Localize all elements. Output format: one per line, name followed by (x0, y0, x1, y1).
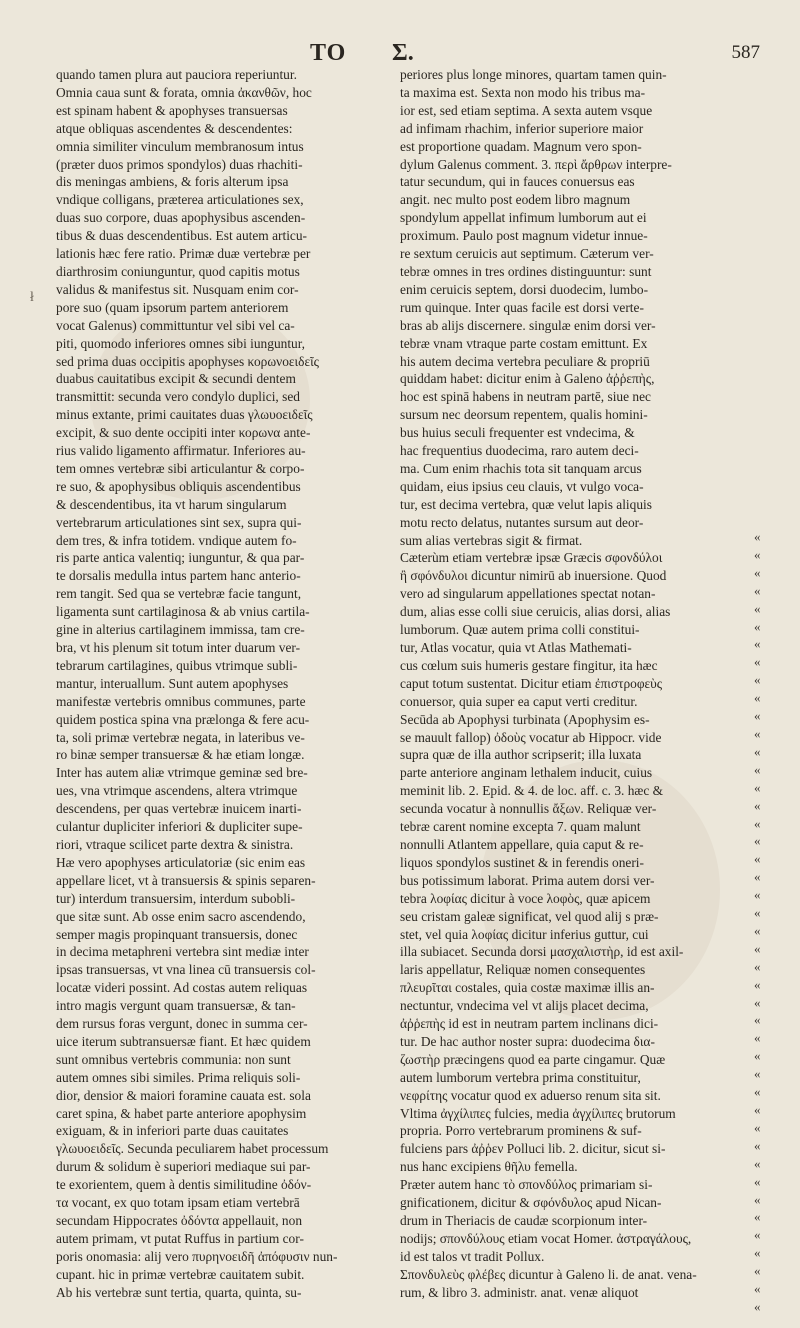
text-line: sursum nec deorsum repentem, qualis homini- (400, 407, 648, 423)
text-line: γλωυοειδεῖς. Secunda peculiarem habet processum (56, 1141, 329, 1157)
text-line: fulciens pars ἀῤῥεν Polluci lib. 2. dicitur, sicut si- (400, 1141, 666, 1157)
text-line: duas suo corpore, duas apophysibus ascenden- (56, 210, 306, 226)
text-line: gnificationem, dicitur & σφόνδυλος apud Nican- (400, 1195, 662, 1211)
quote-mark: « (754, 564, 761, 580)
text-line: omnia similiter vinculum membranosum intus (56, 138, 304, 154)
text-line: nus hanc excipiens θῆλυ femella. (400, 1159, 578, 1175)
text-line: locatæ videri possint. Ad costas autem reliquas (56, 980, 308, 996)
text-line: ad infimam rhachim, inferior superiore maior (400, 120, 644, 136)
text-line: quidam, eius ipsius ceu clauis, vt vulgo voca- (400, 478, 644, 494)
text-line: laris appellatur, Reliquæ nomen consequentes (400, 962, 646, 978)
text-line: bras ab alijs discernere. singulæ enim dorsi ver- (400, 317, 656, 333)
text-line: nodijs; σπονδύλους etiam vocat Homer. ἀστραγάλους, (400, 1230, 692, 1246)
quote-mark: « (754, 1245, 761, 1261)
quote-mark: « (754, 869, 761, 885)
text-line: descendens, per quas vertebræ inuicem inarti- (56, 801, 302, 817)
text-line: Ab his vertebræ sunt tertia, quarta, quinta, su- (56, 1284, 302, 1300)
text-line: autem omnes sibi similes. Prima reliquis soli- (56, 1069, 301, 1085)
text-line: ἢ σφόνδυλοι dicuntur nimirū ab inuersione. Quod (400, 568, 667, 584)
text-line: hoc est spinā habens in neutram partē, siue nec (400, 389, 651, 405)
text-line: hac frequentius duodecima, raro autem deci- (400, 443, 639, 459)
text-line: tebræ carent nomine excepta 7. quam malunt (400, 819, 641, 835)
quote-mark: « (754, 851, 761, 867)
text-line: secunda vocatur à nonnullis ἄξων. Reliquæ ver- (400, 801, 657, 817)
quote-mark: « (754, 600, 761, 616)
quote-mark: « (754, 725, 761, 741)
text-line: est spinam habent & apophyses transuersas (56, 102, 288, 118)
text-line: Cæterùm etiam vertebræ ipsæ Græcis σφονδύλοι (400, 550, 663, 566)
quote-mark: « (754, 1191, 761, 1207)
text-line: culantur dupliciter inferiori & dupliciter supe- (56, 819, 303, 835)
text-line: cus cœlum suis humeris gestare fingitur, ita hæc (400, 657, 658, 673)
text-line: tur. De hac author noster supra: duodecima δια- (400, 1033, 655, 1049)
page-number: 587 (731, 42, 760, 63)
text-line: stet, vel quia λοφίας dicitur inferius guttur, cui (400, 926, 649, 942)
quote-mark: « (754, 618, 761, 634)
text-line: spondylum appellat infimum lumborum aut ei (400, 210, 647, 226)
text-line: πλευρῖται costales, quia costæ maximæ illis an- (400, 980, 655, 996)
quote-mark: « (754, 743, 761, 759)
text-line: ma. Cum enim rhachis tota sit tanquam arcus (400, 460, 642, 476)
quote-mark: « (754, 1263, 761, 1279)
text-line: vndique colligans, præterea articulationes sex, (56, 192, 304, 208)
text-line: periores plus longe minores, quartam tamen quin- (400, 67, 667, 82)
text-line: sum alias vertebras sigit & firmat. (400, 532, 583, 548)
text-line: sed prima duas occipitis apophyses κορωνοειδεῖς (56, 353, 319, 369)
quote-mark: « (754, 1155, 761, 1171)
quote-mark: « (754, 582, 761, 598)
quote-mark: « (754, 797, 761, 813)
text-line: durum & solidum è superiori mediaque sui par- (56, 1159, 311, 1175)
quote-mark: « (754, 833, 761, 849)
left-text-column (56, 66, 391, 1306)
text-line: dis meningas ambiens, & foris alterum ipsa (56, 174, 289, 190)
text-line: quando tamen plura aut pauciora reperiuntur. (56, 67, 297, 82)
text-line: nonnulli Atlantem appellare, quia caput & re- (400, 836, 644, 852)
text-line: his autem decima vertebra peculiare & propriū (400, 353, 650, 369)
text-line: autem primam, vt putat Ruffus in partium cor- (56, 1230, 304, 1246)
quote-mark: « (754, 1227, 761, 1243)
quote-mark: « (754, 905, 761, 921)
text-line: tem omnes vertebræ sibi articulantur & corpo- (56, 460, 305, 476)
text-line: vocat Galenus) committuntur vel sibi vel ca- (56, 317, 295, 333)
text-line: id est talos vt tradit Pollux. (400, 1248, 545, 1264)
text-line: appellare licet, vt à transuersis & spinis separen- (56, 872, 316, 888)
text-line: dem tres, & infra totidem. vndique autem fo- (56, 532, 297, 548)
text-line: vertebrarum articulationes sint sex, supra qui- (56, 514, 302, 530)
text-line: te exorientem, quem à dentis similitudine ὀδόν- (56, 1177, 312, 1193)
running-head-left: TO (310, 40, 347, 66)
text-line: meminit lib. 2. Epid. & 4. de loc. aff. c. 3. hæc & (400, 783, 664, 799)
quote-mark: « (754, 636, 761, 652)
text-line: pore suo (quam ipsorum partem anteriorem (56, 299, 289, 315)
quote-mark: « (754, 654, 761, 670)
text-line: Secūda ab Apophysi turbinata (Apophysim es- (400, 711, 650, 727)
quote-mark: « (754, 672, 761, 688)
quote-mark: « (754, 708, 761, 724)
text-line: (præter duos primos spondylos) duas rhachiti- (56, 156, 303, 172)
text-line: est proportione quadam. Magnum vero spon- (400, 138, 642, 154)
text-line: ta maxima est. Sexta non modo his tribus ma- (400, 84, 646, 100)
text-line: rum, & libro 3. administr. anat. venæ aliquot (400, 1284, 639, 1300)
text-line: ro binæ semper transuersæ & hæ etiam longæ. (56, 747, 305, 763)
text-line: & descendentibus, ita vt harum singularum (56, 496, 287, 512)
quote-mark: « (754, 1102, 761, 1117)
text-line: minus extante, primi cauitates duas γλωυοειδεῖς (56, 407, 313, 423)
text-line: rum quinque. Inter quas facile est dorsi verte- (400, 299, 644, 315)
text-line: Inter has autem aliæ vtrimque geminæ sed bre- (56, 765, 308, 781)
text-line: transmittit: secunda vero condylo duplici, sed (56, 389, 300, 405)
quote-mark: « (754, 940, 761, 956)
quote-mark: « (754, 958, 761, 974)
quote-mark: « (754, 994, 761, 1010)
text-line: tebræ omnes in tres ordines distinguuntur: sunt (400, 263, 652, 279)
text-line: riori, vtraque scilicet parte dextra & sinistra. (56, 836, 294, 852)
text-line: dum, alias esse colli siue ceruicis, alias dorsi, alias (400, 604, 671, 620)
text-line: tebrarum cartilagines, quibus vtrimque subli- (56, 657, 298, 673)
quotation-marks-margin (754, 528, 778, 1316)
text-line: bus huius seculi frequenter est vndecima, & (400, 425, 635, 441)
text-line: bus potissimum laborat. Prima autem dorsi ver- (400, 872, 655, 888)
text-line: νεφρίτης vocatur quod ex aduerso renum sita sit. (400, 1087, 661, 1103)
text-line: illa subiacet. Secunda dorsi μασχαλιστὴρ, id est axil- (400, 944, 684, 960)
text-line: propria. Porro vertebrarum prominens & suf- (400, 1123, 642, 1139)
quote-mark: « (754, 1137, 761, 1153)
text-line: tebra λοφίας dicitur à voce λοφὸς, quæ apicem (400, 890, 651, 906)
text-line: re suo, & apophysibus obliquis ascendentibus (56, 478, 301, 494)
text-line: re sextum ceruicis aut septimum. Cæterum ver- (400, 246, 654, 262)
quote-mark: « (754, 922, 761, 938)
text-line: gine in alterius cartilaginem immissa, tam cre- (56, 622, 305, 638)
quote-mark: « (754, 546, 761, 562)
text-line: lumborum. Quæ autem prima colli constitui- (400, 622, 640, 638)
quote-mark: « (754, 1209, 761, 1225)
text-line: excipit, & suo dente occipiti inter κορωνα ante- (56, 425, 311, 441)
text-line: Omnia caua sunt & forata, omnia ἀκανθῶν, hoc (56, 84, 312, 100)
text-line: ues, vna vtrimque ascendens, altera vtrimque (56, 783, 298, 799)
text-line: drum in Theriacis de caudæ scorpionum inter- (400, 1213, 648, 1228)
text-line: angit. nec multo post eodem libro magnum (400, 192, 631, 208)
text-line: semper magis propinquant transuersis, donec (56, 926, 298, 942)
text-line: quiddam habet: dicitur enim à Galeno ἀῤῥεπὴς, (400, 371, 655, 387)
text-line: secundam Hippocrates ὀδόντα appellauit, non (56, 1213, 303, 1228)
quote-mark: « (754, 1281, 761, 1297)
text-line: nectuntur, vndecima vel vt alijs placet decima, (400, 998, 649, 1014)
text-line: te dorsalis medulla intus partem hanc anterio- (56, 568, 301, 584)
text-line: diarthrosim coniunguntur, quod capitis motus (56, 263, 300, 279)
running-head-right: Σ. (392, 40, 414, 66)
text-line: tibus & duas descendentibus. Est autem articu- (56, 228, 308, 244)
text-line: tur, est decima vertebra, quæ velut lapis aliquis (400, 496, 652, 512)
text-line: supra quæ de illa author scripserit; illa luxata (400, 747, 642, 763)
quote-mark: « (754, 1012, 761, 1028)
text-line: Vltima ἀγχίλιπες fulcies, media ἀγχίλιπες brutorum (400, 1105, 676, 1121)
text-line: Σπονδυλεὺς φλέβες dicuntur à Galeno li. de anat. vena- (400, 1266, 697, 1282)
text-line: se mauult fallop) ὀδοὺς vocatur ab Hippocr. vide (400, 729, 662, 745)
text-line: tur, Atlas vocatur, quia vt Atlas Mathemati- (400, 640, 632, 655)
text-line: atque obliquas ascendentes & descendentes: (56, 120, 293, 136)
text-line: dylum Galenus comment. 3. περὶ ἄρθρων interpre- (400, 156, 672, 172)
quote-mark: « (754, 779, 761, 795)
text-line: ipsas transuersas, vt vna linea cū transuersis col- (56, 962, 316, 978)
text-line: ior est, sed etiam septima. A sexta autem vsque (400, 102, 653, 118)
text-line: rem tangit. Sed qua se vertebræ facie tangunt, (56, 586, 302, 602)
quote-mark: « (754, 761, 761, 777)
right-text-column (400, 66, 746, 1306)
text-line: tebræ vnam vtraque parte costam emittunt. Ex (400, 335, 648, 351)
text-line: seu cristam galeæ significat, vel quod alij s præ- (400, 908, 659, 924)
quote-mark: « (754, 529, 761, 544)
quote-mark: « (754, 1030, 761, 1046)
text-line: dem rursus foras vergunt, donec in summa cer- (56, 1016, 308, 1032)
text-line: autem lumborum vertebra prima constituitur, (400, 1069, 641, 1085)
quote-mark: « (754, 815, 761, 831)
text-line: piti, quomodo inferiores omnes sibi iunguntur, (56, 335, 306, 351)
text-line: lationis hæc fere ratio. Primæ duæ vertebræ per (56, 246, 311, 262)
text-line: tatur secundum, qui in fauces conuersus eas (400, 174, 635, 190)
text-line: ris parte antica valentiq; iunguntur, & qua par- (56, 550, 305, 566)
text-line: bra, vt his plenum sit totum inter duarum ver- (56, 640, 301, 655)
text-line: ζωστὴρ præcingens quod ea parte cingamur. Quæ (400, 1051, 666, 1067)
text-line: exiguam, & in inferiori parte duas cauitates (56, 1123, 289, 1139)
quote-mark: « (754, 887, 761, 903)
text-line: dior, densior & maiori foramine cauata est. sola (56, 1087, 311, 1103)
quote-mark: « (754, 1119, 761, 1135)
text-line: vero ad singularum appellationes spectat notan- (400, 586, 656, 602)
quote-mark: « (754, 690, 761, 706)
quote-mark: « (754, 1173, 761, 1189)
text-line: parte anteriore anginam lethalem inducit, cuius (400, 765, 653, 781)
text-line: enim ceruicis septem, dorsi duodecim, lumbo- (400, 281, 649, 297)
text-line: τα vocant, ex quo totam ipsam etiam vertebrā (56, 1195, 300, 1211)
text-line: ἀῤῥεπὴς id est in neutram partem inclinans dici- (400, 1016, 659, 1032)
quote-mark: « (754, 1048, 761, 1064)
text-line: caput totum sustentat. Dicitur etiam ἐπιστροφεὺς (400, 675, 663, 691)
text-line: uice iterum subtransuersæ fiant. Et hæc quidem (56, 1033, 311, 1049)
quote-mark: « (754, 976, 761, 992)
text-line: ta, soli primæ vertebræ negata, in lateribus ve- (56, 729, 305, 745)
text-line: tur) interdum transuersim, interdum subobli- (56, 890, 296, 906)
text-line: poris onomasia: alij vero πυρηνοειδῆ ἀπόφυσιν nun- (56, 1248, 338, 1264)
text-line: manifestæ vertebris omnibus communes, parte (56, 693, 306, 709)
text-line: proximum. Paulo post magnum videtur innue- (400, 228, 648, 244)
text-line: duabus cauitatibus excipit & secundi dentem (56, 371, 296, 387)
text-line: que sitæ sunt. Ab osse enim sacro ascendendo, (56, 908, 306, 924)
text-line: Hæ vero apophyses articulatoriæ (sic enim eas (56, 854, 306, 870)
text-line: quidem postica spina vna prælonga & fere acu- (56, 711, 310, 727)
text-line: Præter autem hanc τὸ σπονδύλος primariam si- (400, 1177, 653, 1193)
quote-mark: « (754, 1084, 761, 1100)
text-line: rius valido ligamento affirmatur. Inferiores au- (56, 443, 306, 459)
text-line: mantur, interuallum. Sunt autem apophyses (56, 675, 289, 691)
text-line: liquos spondylos sustinet & in ferendis oneri- (400, 854, 644, 870)
quote-mark: « (754, 1298, 761, 1314)
text-line: intro magis vergunt quam transuersæ, & tan- (56, 998, 296, 1014)
text-line: motu recto delatus, nutantes sursum aut deor- (400, 514, 644, 530)
text-line: ligamenta sunt cartilaginosa & ab vnius cartila- (56, 604, 310, 620)
text-line: validus & manifestus sit. Nusquam enim cor- (56, 281, 299, 297)
text-line: sunt omnibus vertebris communia: non sunt (56, 1051, 291, 1067)
text-line: caret spina, & habet parte anteriore apophysim (56, 1105, 307, 1121)
quote-mark: « (754, 1066, 761, 1082)
text-line: conuersor, quia super ea caput verti creditur. (400, 693, 638, 709)
running-head (54, 40, 760, 66)
margin-note-mark: ł (30, 290, 34, 305)
text-line: in decima metaphreni vertebra sint mediæ inter (56, 944, 309, 960)
text-line: cupant. hic in primæ vertebræ cauitatem subit. (56, 1266, 305, 1282)
